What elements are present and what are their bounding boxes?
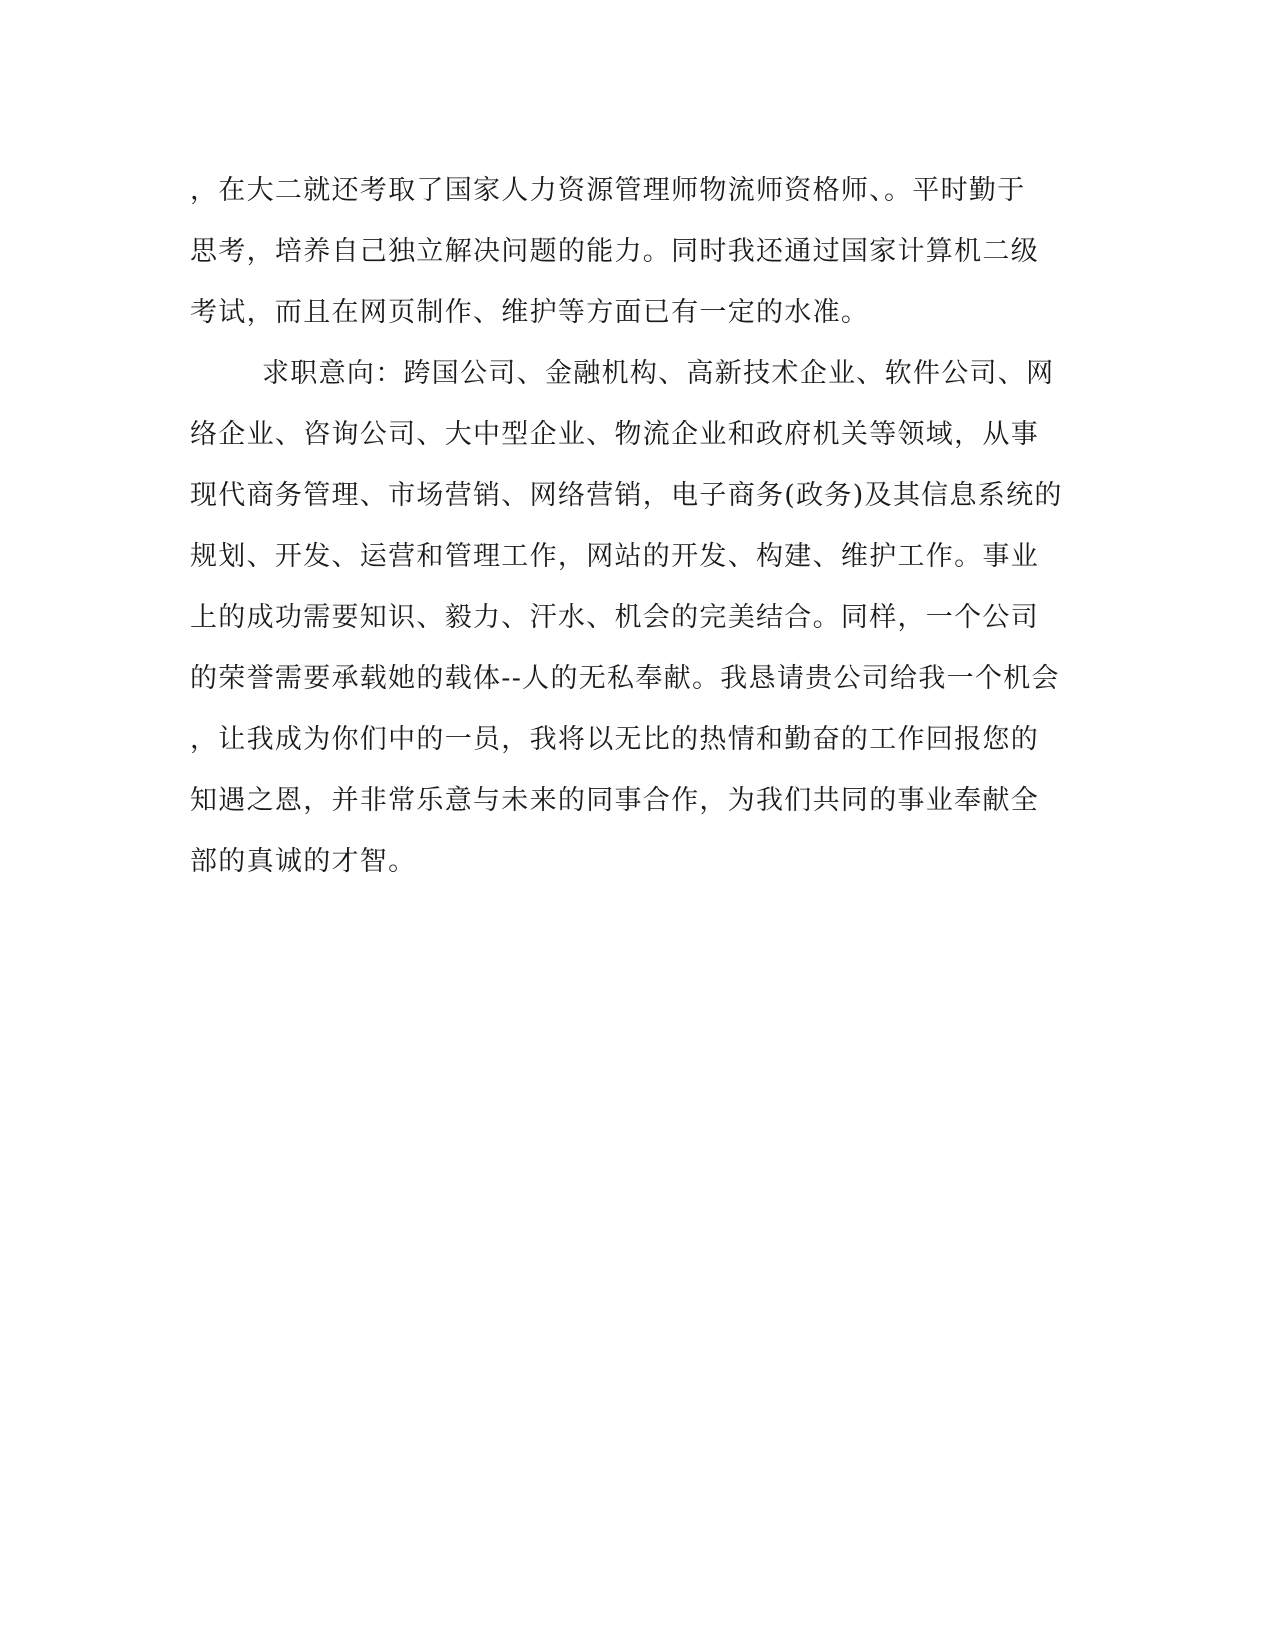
- text-line: 上的成功需要知识、毅力、汗水、机会的完美结合。同样，一个公司: [190, 602, 1039, 633]
- text-line: 求职意向：跨国公司、金融机构、高新技术企业、软件公司、网: [262, 358, 1055, 389]
- paragraph-qualifications: [190, 160, 1090, 343]
- text-line: 考试，而且在网页制作、维护等方面已有一定的水准。: [190, 297, 870, 328]
- text-line: 络企业、咨询公司、大中型企业、物流企业和政府机关等领域，从事: [190, 419, 1039, 450]
- text-line: 规划、开发、运营和管理工作，网站的开发、构建、维护工作。事业: [190, 541, 1039, 572]
- text-line: 现代商务管理、市场营销、网络营销，电子商务(政务)及其信息系统的: [190, 480, 1063, 511]
- text-line: 部的真诚的才智。: [190, 846, 417, 877]
- document-body: [190, 160, 1090, 892]
- text-line: 的荣誉需要承载她的载体--人的无私奉献。我恳请贵公司给我一个机会: [190, 663, 1060, 694]
- text-line: 知遇之恩，并非常乐意与未来的同事合作，为我们共同的事业奉献全: [190, 785, 1039, 816]
- text-line: ，在大二就还考取了国家人力资源管理师物流师资格师、。平时勤于: [190, 175, 1026, 206]
- text-line: 思考，培养自己独立解决问题的能力。同时我还通过国家计算机二级: [190, 236, 1039, 267]
- text-line: ，让我成为你们中的一员，我将以无比的热情和勤奋的工作回报您的: [190, 724, 1039, 755]
- paragraph-job-intention: [190, 343, 1090, 892]
